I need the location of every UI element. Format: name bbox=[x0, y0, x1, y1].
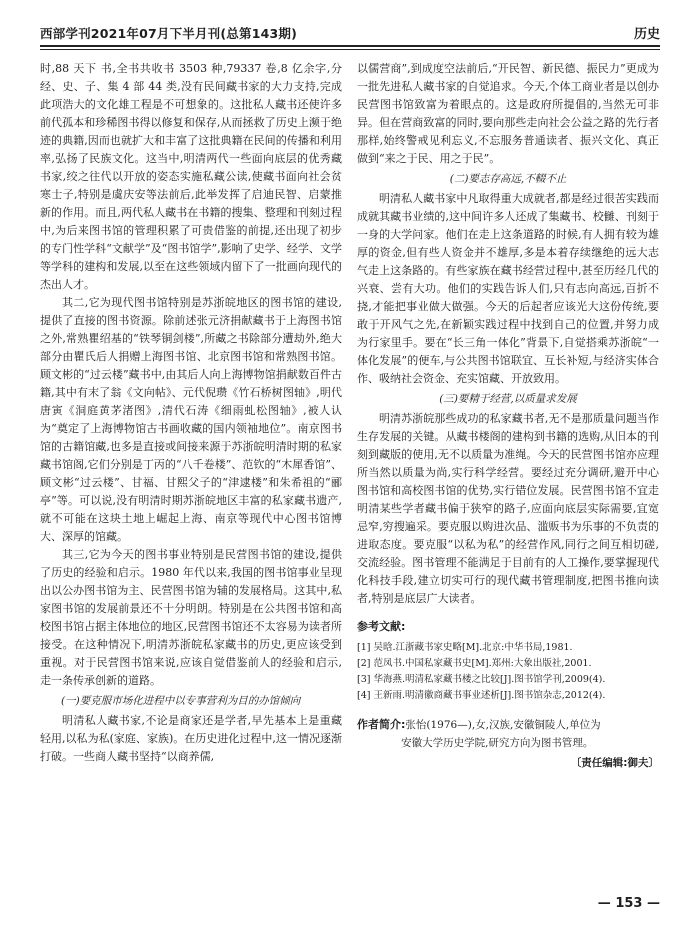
reference-item: [4] 王新雨.明清徽商藏书事业述析[J].图书馆杂志,2012(4). bbox=[357, 690, 606, 701]
references-title: 参考文献: bbox=[357, 620, 406, 633]
references-list bbox=[357, 640, 659, 704]
responsible-editor: 〔责任编辑:御夫〕 bbox=[570, 757, 659, 769]
paragraph: 明清苏浙皖那些成功的私家藏书者,无不是那质量问题当作生存发展的关键。从藏书楼阁的建构到书籍的选购,从旧本的刊刻到藏版的使用,无不以质量为准绳。今天的民营图书馆亦应理所当然以质量为尚,实行科学经营。要经过充分调研,避开中心图书馆和高校图书馆的优势,实行错位发展。民营图书馆不宜走明清某些学者藏书偏于狭窄的路子,应面向底层实际需要,宜宽忌窄,穷搜遍采。要克服以购进次品、滥贩书为乐事的不负责的进取态度。要克服“以私为私”的经营作风,同行之间互相切磋,交流经验。图书管理不能满足于目前有的人工操作,要掌握现代化科技手段,建立切实可行的现代藏书管理制度,把图书推向读者,特别是底层广大读者。 bbox=[357, 412, 659, 605]
subheading: (二)要志存高远,不輟不止 bbox=[449, 173, 567, 185]
header-rule-thick bbox=[40, 45, 660, 47]
right-column bbox=[357, 60, 659, 772]
author-bio-line1: 张怡(1976—),女,汉族,安徽铜陵人,单位为 bbox=[405, 719, 601, 731]
paragraph: 其三,它为今天的图书事业特别是民营图书馆的建设,提供了历史的经验和启示。1980 年代以来,我国的图书馆事业呈现出以公办图书馆为主、民营图书馆为辅的发展格局。这其中,私家图书馆的发展前景还不十分明朗。特别是在公共图书馆和高校图书馆占据主体地位的地区,民营图书馆还不太容易为读者所接受。在这种情况下,明清苏浙皖私家藏书的历史,更应该受到重视。对于民营图书馆来说,应该自觉借鉴前人的经验和启示,走一条传承创新的道路。 bbox=[40, 548, 342, 687]
paragraph: 其二,它为现代图书馆特别是苏浙皖地区的图书馆的建设,提供了直接的图书资源。除前述张元济捐献藏书于上海图书馆之外,常熟瞿绍基的“铁琴铜剑楼”,所藏之书除部分遭劫外,绝大部分由瞿氏后人捐赠上海图书馆、北京图书馆和常熟图书馆。顾文彬的“过云楼”藏书中,由其后人向上海博物馆捐献数百件古籍,其中有末了翁《文向帖》、元代倪瓒《竹石桥树图轴》,明代唐寅《洞庭黄茅渚图》,清代石涛《细雨虬松图轴》,被人认为“奠定了上海博物馆古书画收藏的国内领袖地位”。南京图书馆的古籍馆藏,也多是直接或间接来源于苏浙皖明清时期的私家藏书馆阁,它们分别是丁丙的“八千卷楼”、范钦的“木犀香馆”、顾文彬“过云楼”、甘福、甘熙父子的“津逮楼”和朱希祖的“郦亭”等。可以说,没有明清时期苏浙皖地区丰富的私家藏书遗产,就不可能在这块土地上崛起上海、南京等现代中心图书馆博大、深厚的馆藏。 bbox=[40, 296, 342, 543]
reference-item: [3] 华海燕.明清私家藏书楼之比较[J].图书馆学刊,2009(4). bbox=[357, 674, 606, 685]
reference-item: [1] 吴晗.江浙藏书家史略[M].北京:中华书局,1981. bbox=[357, 642, 573, 653]
author-bio bbox=[357, 716, 659, 752]
journal-title: 西部学刊2021年07月下半月刊(总第143期) bbox=[40, 26, 298, 41]
page-header bbox=[40, 18, 660, 42]
author-bio-label: 作者简介: bbox=[357, 718, 406, 731]
page-number: — 153 — bbox=[597, 896, 660, 911]
paragraph: 时,88 天下 书,全书共收书 3503 种,79337 卷,8 亿余字,分经、史、子、集 4 部 44 类,没有民间藏书家的大力支持,完成此项浩大的文化雄工程是不可想象的。这批私人藏书还使许多前代孤本和珍稀图书得以修复和保存,从而拯救了历史上濒于绝迹的典籍,因而也就扩大和丰富了这批典籍在民间的传播和利用率,弘扬了民族文化。这当中,明清两代一些面向底层的优秀藏书家,绞之往代以开放的姿态实施私藏公读,使藏书面向社会贫寒士子,特别是虞庆安等法前后,此举发挥了启迪民智、启蒙推新的作用。而且,两代私人藏书在书籍的搜集、整理和刊刻过程中,为后来图书馆的管理积累了可贵借鉴的前提,还出现了初步的专门性学科“文献学”及“图书馆学”,影响了史学、经学、文学等学科的建构和发展,以至在这些领域内留下了一批画向现代的杰出人才。 bbox=[40, 62, 342, 291]
reference-item: [2] 范凤书.中国私家藏书史[M].郑州:大象出版社,2001. bbox=[357, 658, 592, 669]
paragraph: 明清私人藏书家中凡取得重大成就者,都是经过很苦实践而成就其藏书业绩的,这中间许多人还成了集藏书、校雠、刊刻于一身的大学问家。他们在走上这条道路的时候,有人拥有较为雄厚的资金,但有些人资金并不雄厚,多是本着存续继绝的远大志气走上这条路的。有些家族在藏书经营过程中,甚至历经几代的兴衰、尝有大功。他们的实践告诉人们,只有志向高远,百折不挠,才能把事业做大做强。今天的后起者应该光大这份传统,要敢于开风气之先,在新颖实践过程中找到自己的位置,并努力成为行家里手。要在“长三角一体化”背景下,自觉搭乘苏浙皖“一体化发展”的便车,与公共图书馆联宜、互长补短,与经济实体合作、吸纳社会资金、充实馆藏、开放致用。 bbox=[357, 192, 659, 385]
left-column bbox=[40, 60, 342, 766]
paragraph: 以儒营商”,到成度空法前后,“开民智、新民德、振民力”更成为一批先进私人藏书家的自觉追求。今天,个体工商业者是以创办民营图书馆致富为着眼点的。这是政府所提倡的,当然无可非异。但在营商致富的同时,要向那些走向社会公益之路的先行者那样,始终警戒见利忘义,不忘服务普通读者、振兴文化、真正做到“来之于民、用之于民”。 bbox=[357, 62, 659, 165]
section-label: 历史 bbox=[633, 27, 660, 42]
author-bio-line2: 安徽大学历史学院,研究方向为图书管理。 bbox=[401, 737, 594, 749]
subheading: (三)要精于经营,以质量求发展 bbox=[439, 393, 577, 405]
header-rule-thin bbox=[40, 49, 660, 50]
subheading: (一)要克服市场化进程中以专事营利为目的办馆倾向 bbox=[61, 695, 301, 707]
paragraph: 明清私人藏书家,不论是商家还是学者,早先基本上是重藏轻用,以私为私(家庭、家族)。在历史进化过程中,这一情况逐渐打破。一些商人藏书坚持“以商养儒, bbox=[40, 714, 342, 763]
